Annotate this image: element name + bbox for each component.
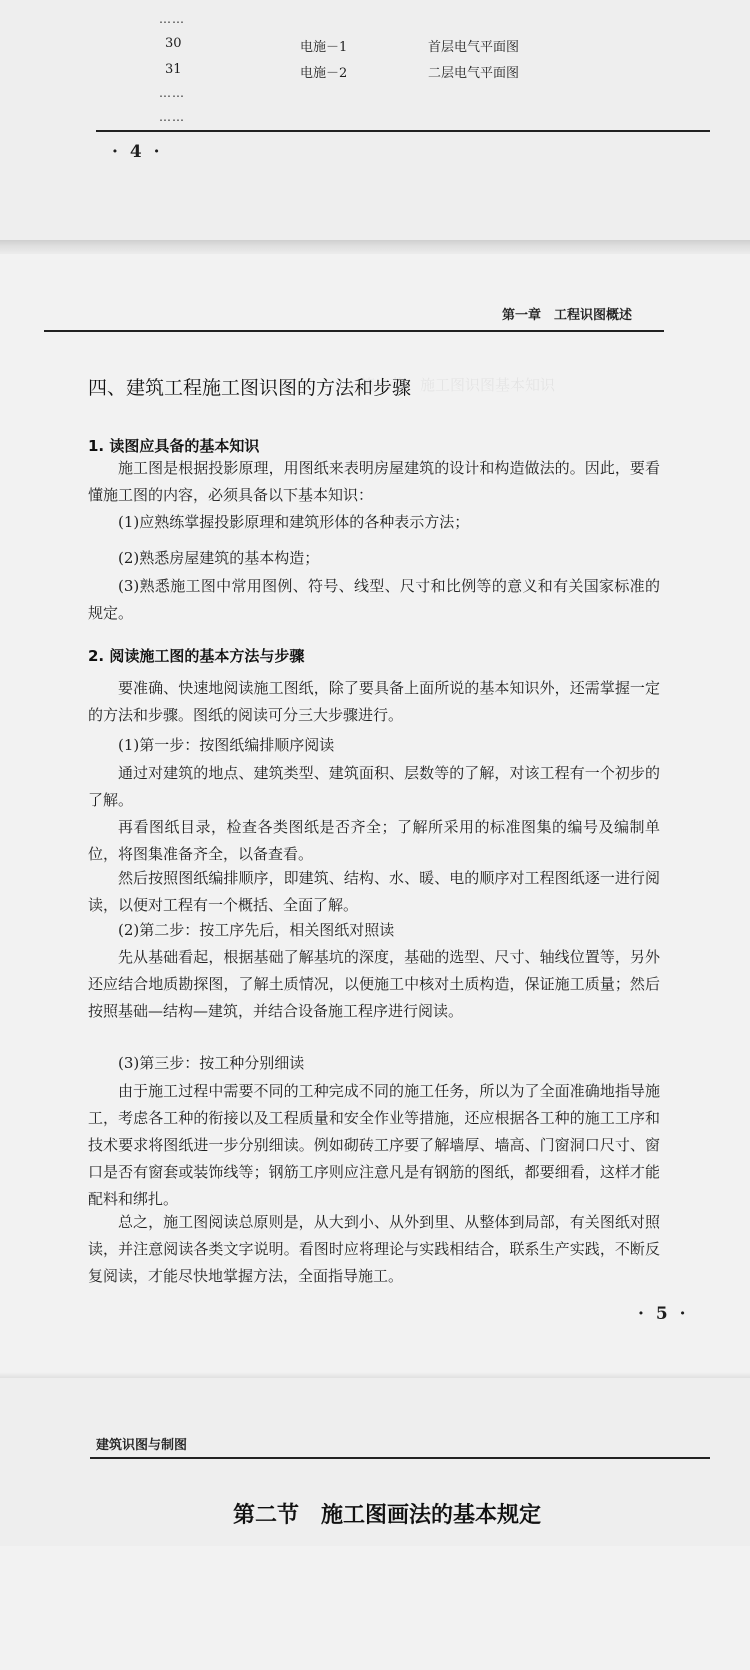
paragraph: 先从基础看起，根据基础了解基坑的深度，基础的选型、尺寸、轴线位置等，另外还应结合地质勘探图，了解土质情况，以便施工中核对土质构造，保证施工质量；然后按照基础—结构—建筑，并结合设备施工程序进行阅读。 bbox=[88, 948, 660, 1020]
list-item: (1)应熟练掌握投影原理和建筑形体的各种表示方法； bbox=[118, 513, 470, 531]
section-title: 第二节 施工图画法的基本规定 bbox=[233, 1502, 542, 1528]
paragraph: 再看图纸目录，检查各类图纸是否齐全；了解所采用的标准图集的编号及编制单位，将图集准备齐全，以备查看。 bbox=[88, 818, 660, 863]
step-heading: (3)第三步：按工种分别细读 bbox=[118, 1054, 305, 1072]
subsection-heading: 2. 阅读施工图的基本方法与步骤 bbox=[88, 647, 305, 665]
previous-page bbox=[0, 0, 750, 240]
running-head: 第一章 工程识图概述 bbox=[502, 308, 633, 323]
toc-ellipsis: …… bbox=[159, 12, 185, 26]
toc-drawing-title: 二层电气平面图 bbox=[428, 66, 520, 81]
toc-drawing-code: 电施－1 bbox=[300, 40, 348, 55]
section-heading: 四、建筑工程施工图识图的方法和步骤 bbox=[88, 377, 412, 399]
page-number: · 4 · bbox=[112, 142, 163, 162]
toc-ellipsis: …… bbox=[159, 110, 185, 124]
toc-number: 31 bbox=[165, 62, 182, 77]
step-heading: (2)第二步：按工序先后，相关图纸对照读 bbox=[118, 921, 395, 939]
running-head: 建筑识图与制图 bbox=[96, 1438, 188, 1453]
toc-drawing-title: 首层电气平面图 bbox=[428, 40, 520, 55]
bleed-through-text: 第一节 施工图识图基本知识 bbox=[360, 376, 556, 394]
toc-ellipsis: …… bbox=[159, 86, 185, 100]
page-number: · 5 · bbox=[638, 1304, 689, 1324]
toc-number: 30 bbox=[165, 36, 182, 51]
toc-drawing-code: 电施－2 bbox=[300, 66, 348, 81]
step-heading: (1)第一步：按图纸编排顺序阅读 bbox=[118, 736, 335, 754]
paragraph: 施工图是根据投影原理，用图纸来表明房屋建筑的设计和构造做法的。因此，要看懂施工图的内容，必须具备以下基本知识： bbox=[88, 459, 660, 504]
list-item: (3)熟悉施工图中常用图例、符号、线型、尺寸和比例等的意义和有关国家标准的规定。 bbox=[88, 577, 660, 622]
subsection-heading: 1. 读图应具备的基本知识 bbox=[88, 437, 260, 455]
page-gap bbox=[0, 240, 750, 254]
header-rule bbox=[44, 330, 664, 332]
paragraph: 通过对建筑的地点、建筑类型、建筑面积、层数等的了解，对该工程有一个初步的了解。 bbox=[88, 764, 660, 809]
paragraph: 总之，施工图阅读总原则是，从大到小、从外到里、从整体到局部，有关图纸对照读，并注意阅读各类文字说明。看图时应将理论与实践相结合，联系生产实践，不断反复阅读，才能尽快地掌握方法，全面指导施工。 bbox=[88, 1213, 660, 1285]
list-item: (2)熟悉房屋建筑的基本构造； bbox=[118, 549, 320, 567]
header-rule bbox=[90, 1457, 710, 1459]
paragraph: 然后按照图纸编排顺序，即建筑、结构、水、暖、电的顺序对工程图纸逐一进行阅读，以便对工程有一个概括、全面了解。 bbox=[88, 869, 660, 914]
paragraph: 由于施工过程中需要不同的工种完成不同的施工任务，所以为了全面准确地指导施工，考虑各工种的衔接以及工程质量和安全作业等措施，还应根据各工种的施工工序和技术要求将图纸进一步分别细读。例如砌砖工序要了解墙厚、墙高、门窗洞口尺寸、窗口是否有窗套或装饰线等；钢筋工序则应注意凡是有钢筋的图纸，都要细看，这样才能配料和绑扎。 bbox=[88, 1082, 660, 1208]
paragraph: 要准确、快速地阅读施工图纸，除了要具备上面所说的基本知识外，还需掌握一定的方法和步骤。图纸的阅读可分三大步骤进行。 bbox=[88, 679, 660, 724]
footer-rule bbox=[96, 130, 710, 132]
